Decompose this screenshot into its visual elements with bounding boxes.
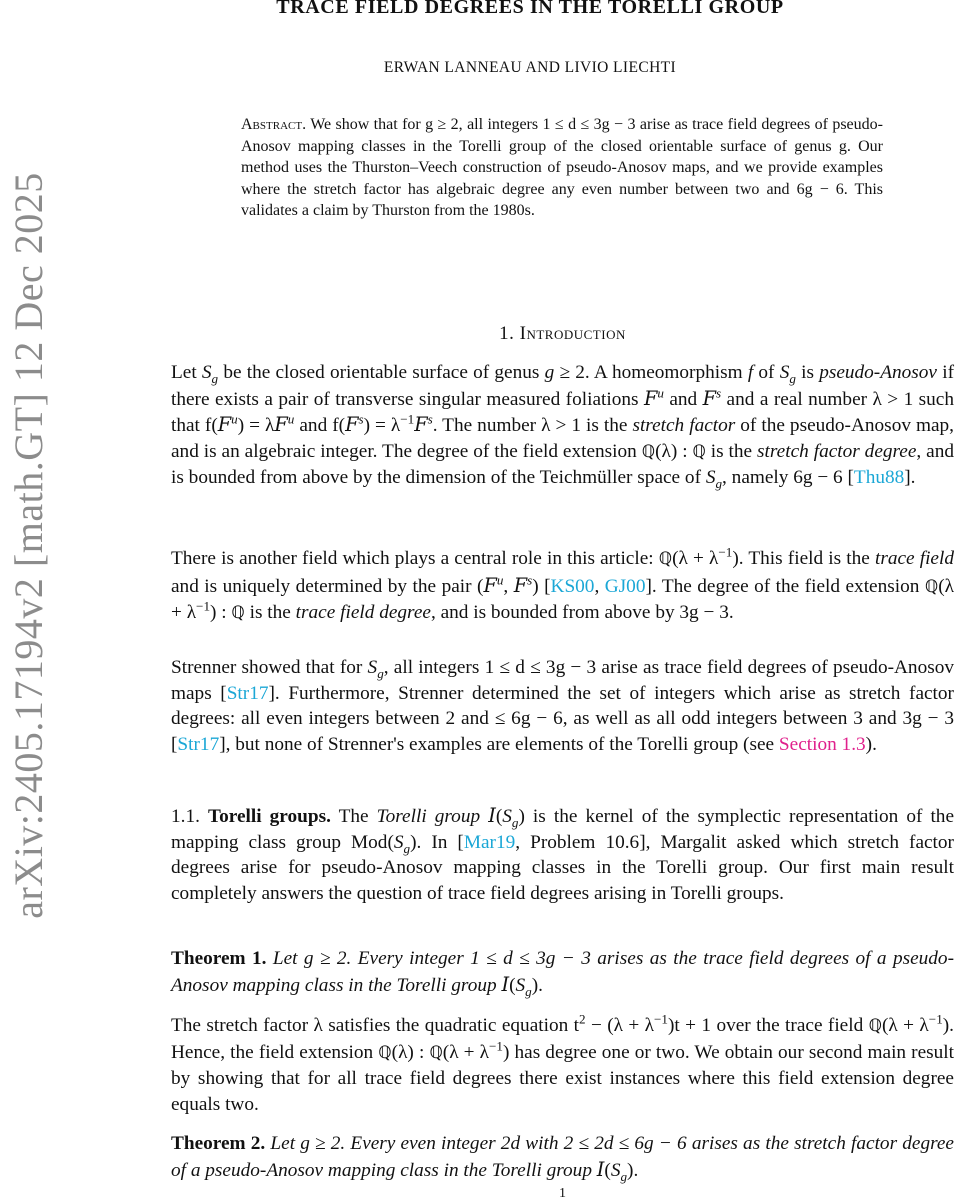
- text: be the closed orientable surface of genus: [218, 362, 545, 383]
- subsection-heading: Torelli groups.: [208, 806, 331, 827]
- text: )t + 1 over the trace field: [667, 1015, 869, 1036]
- math-sup-s: s: [716, 385, 722, 401]
- arxiv-identifier-text: arXiv:2405.17194v2 [math.GT] 12 Dec 2025: [5, 171, 51, 919]
- math-rationals: ℚ: [231, 603, 245, 624]
- math-rationals: ℚ: [658, 549, 673, 569]
- theorem-label: Theorem 1.: [171, 948, 267, 969]
- text: .: [538, 974, 543, 996]
- citation-link-thu88[interactable]: Thu88: [853, 467, 905, 489]
- theorem-2: [171, 1131, 954, 1183]
- arxiv-identifier-stamp: [2, 160, 54, 930]
- theorem-text: Let g ≥ 2. Every integer 1 ≤ d ≤ 3g − 3 arises as the trace field degrees of a pseudo-Anosov mapping class in the Torelli group: [171, 948, 954, 996]
- text: − (λ + λ: [585, 1015, 655, 1036]
- section-title: Introduction: [519, 323, 626, 344]
- text: [480, 806, 488, 827]
- math-sub-g: g: [620, 1168, 628, 1184]
- text: (λ + λ: [171, 575, 954, 624]
- math-F: F: [702, 386, 717, 410]
- math-sup-s: s: [527, 572, 533, 588]
- text: and: [663, 388, 703, 410]
- math-F: F: [274, 413, 288, 437]
- math-sub-g: g: [511, 814, 519, 830]
- citation-link-str17[interactable]: Str17: [177, 733, 220, 755]
- text: and is uniquely determined by the pair (: [171, 575, 484, 597]
- term-torelli-group: Torelli group: [376, 806, 481, 827]
- math-g: g: [544, 362, 555, 383]
- term-trace-field-degree: trace field degree: [295, 602, 431, 624]
- math-sub-g: g: [403, 840, 411, 856]
- math-rationals: ℚ: [692, 441, 706, 462]
- math-sub-g: g: [377, 665, 384, 681]
- text: Strenner showed that for: [171, 657, 368, 678]
- theorem-text: Let g ≥ 2. Every even integer 2d with 2 ≤ 2d ≤ 6g − 6 arises as the stretch factor degree of a pseudo-Anosov mapping class in the Torelli group: [171, 1133, 954, 1181]
- paper-title: TRACE FIELD DEGREES IN THE TORELLI GROUP: [276, 0, 784, 18]
- text: ). Hence, the field extension: [171, 1015, 954, 1063]
- theorem-1: [171, 946, 954, 998]
- text: ]. The degree of the field extension: [645, 575, 925, 597]
- math-F: F: [643, 386, 658, 410]
- text: . A homeomorphism: [584, 362, 748, 383]
- text: and f(: [294, 415, 346, 437]
- citation-link-str17[interactable]: Str17: [226, 682, 269, 704]
- math-I: I: [596, 1157, 605, 1181]
- text: is: [795, 362, 820, 383]
- math-I: I: [501, 972, 510, 996]
- math-sup-neg1: −1: [400, 411, 415, 427]
- math-sup-s: s: [358, 411, 364, 427]
- math-paren: (: [509, 974, 516, 996]
- math-sup-neg1: −1: [718, 544, 733, 560]
- math-F: F: [414, 413, 428, 437]
- math-sup-neg1: −1: [928, 1011, 943, 1027]
- math-paren: (: [495, 806, 503, 827]
- math-F: F: [217, 413, 232, 437]
- math-sup-neg1: −1: [654, 1011, 668, 1027]
- math-S: S: [201, 362, 212, 383]
- math-paren: ): [518, 806, 525, 827]
- math-F: F: [345, 413, 359, 437]
- text: ].: [904, 467, 916, 489]
- math-rationals: ℚ: [924, 576, 939, 597]
- text: ) = λ: [237, 415, 275, 437]
- math-rationals: ℚ: [378, 1042, 392, 1063]
- citation-link-gj00[interactable]: GJ00: [604, 575, 646, 597]
- paragraph-trace-field: [171, 546, 954, 627]
- math-sub-g: g: [715, 476, 723, 492]
- math-sup-u: u: [657, 385, 664, 401]
- math-sup-2: 2: [579, 1011, 586, 1027]
- math-sub-g: g: [525, 983, 532, 999]
- text: ) :: [210, 602, 232, 624]
- text: Let: [171, 362, 202, 383]
- text: (λ + λ: [882, 1015, 929, 1036]
- text: ). This field is the: [732, 548, 875, 569]
- term-trace-field: trace field: [874, 548, 954, 569]
- paragraph-pseudo-anosov-definition: [171, 360, 954, 491]
- text: . The number λ > 1 is the: [432, 415, 633, 437]
- text: ], but none of Strenner's examples are elements of the Torelli group (see: [219, 733, 779, 755]
- page-number: 1: [559, 1186, 566, 1201]
- text: is the: [705, 440, 758, 462]
- math-S: S: [515, 974, 526, 996]
- citation-link-ks00[interactable]: KS00: [550, 575, 595, 597]
- math-F: F: [483, 573, 497, 597]
- paper-authors: ERWAN LANNEAU AND LIVIO LIECHTI: [383, 59, 677, 76]
- citation-link-mar19[interactable]: Mar19: [463, 831, 516, 853]
- text: ) = λ: [363, 415, 401, 437]
- text: ) has degree one or two. We obtain our second main result by showing that for all trace field degrees there exist instances where this field extension degree equals two.: [171, 1041, 955, 1115]
- text: of the pseudo-Anosov map, and is an algebraic integer. The degree of the field extension: [171, 415, 954, 462]
- text: ]. Furthermore, Strenner determined the set of integers which arise as stretch factor degrees: all even integers between 2 and ≤ 6g − 6, as well as all odd integers between 3 and 3g − 3 [: [171, 682, 954, 755]
- text: , Problem 10.6], Margalit asked which stretch factor degrees arise for pseudo-Anosov mapping classes in the Torelli group. Our first main result completely answers the question of trace field degrees arising in Torelli groups.: [171, 831, 954, 904]
- text: ) [: [532, 575, 551, 597]
- math-S: S: [779, 362, 790, 383]
- text: There is another field which plays a central role in this article:: [171, 548, 659, 569]
- text: (λ) :: [391, 1041, 430, 1063]
- text: (λ + λ: [442, 1041, 490, 1063]
- abstract-text: We show that for g ≥ 2, all integers 1 ≤ d ≤ 3g − 3 arise as trace field degrees of pseudo-Anosov mapping classes in the Torelli group of the closed orientable surface of genus g. Our method uses the Thurston–Veech construction of pseudo-Anosov maps, and we provide examples where the stretch factor has algebraic degree any even number between two and 6g − 6. This validates a claim by Thurston from the 1980s.: [241, 116, 883, 220]
- subsection-torelli-groups: [171, 803, 954, 906]
- math-S: S: [705, 467, 716, 489]
- abstract: [241, 114, 883, 222]
- math-paren: ): [531, 974, 539, 996]
- text: .: [633, 1159, 639, 1181]
- abstract-label: Abstract.: [241, 116, 307, 133]
- term-stretch-factor: stretch factor: [632, 415, 736, 437]
- text: , namely 6g − 6 [: [722, 467, 854, 489]
- section-heading-introduction: [0, 323, 955, 345]
- paragraph-strenner-results: [171, 655, 954, 757]
- text: , all integers 1 ≤ d ≤ 3g − 3 arise as trace field degrees of pseudo-Anosov maps [: [171, 657, 955, 704]
- text: , and is bounded from above by 3g − 3.: [430, 602, 734, 624]
- term-pseudo-anosov: pseudo-Anosov: [819, 362, 937, 383]
- text: ,: [503, 575, 514, 597]
- math-sup-s: s: [427, 411, 433, 427]
- subsection-number: 1.1.: [171, 806, 200, 827]
- math-rationals: ℚ: [429, 1042, 443, 1063]
- math-sub-g: g: [211, 370, 219, 386]
- text: is the kernel of the symplectic representation of the mapping class group Mod(: [171, 806, 955, 853]
- math-sup-u: u: [231, 411, 238, 427]
- text: The stretch factor λ satisfies the quadratic equation t: [171, 1015, 579, 1036]
- math-sup-u: u: [287, 411, 295, 427]
- math-rationals: ℚ: [641, 441, 656, 462]
- text: of: [753, 362, 780, 383]
- theorem-label: Theorem 2.: [171, 1133, 266, 1154]
- text: (λ + λ: [672, 548, 719, 569]
- text: ).: [865, 733, 877, 755]
- text: ). In [: [410, 831, 464, 853]
- section-number: 1.: [499, 323, 515, 344]
- math-S: S: [610, 1159, 621, 1181]
- term-stretch-factor-degree: stretch factor degree: [757, 440, 917, 462]
- math-F: F: [513, 573, 528, 597]
- text: , and is bounded from above by the dimension of the Teichmüller space of: [171, 440, 954, 489]
- text: (λ) :: [655, 440, 693, 462]
- math-f: f: [747, 362, 754, 383]
- text: is the: [244, 602, 296, 624]
- math-S: S: [502, 806, 512, 827]
- text: and a real number λ > 1 such that f(: [171, 388, 954, 437]
- math-S: S: [393, 831, 404, 853]
- text: if there exists a pair of transverse singular measured foliations: [171, 362, 954, 410]
- math-S: S: [367, 657, 378, 678]
- math-sup-neg1: −1: [489, 1038, 503, 1054]
- section-link-1-3[interactable]: Section 1.3: [778, 733, 866, 755]
- math-rationals: ℚ: [868, 1016, 882, 1036]
- math-I: I: [488, 804, 496, 827]
- math-sub-g: g: [789, 370, 796, 386]
- paragraph-quadratic-equation: [171, 1013, 954, 1117]
- math-paren: (: [604, 1159, 611, 1181]
- math-sup-u: u: [496, 572, 504, 588]
- text: The: [330, 806, 377, 827]
- math-geq: ≥ 2: [554, 362, 585, 383]
- text: ,: [594, 575, 605, 597]
- math-paren: ): [627, 1159, 634, 1181]
- math-sup-neg1: −1: [196, 598, 210, 614]
